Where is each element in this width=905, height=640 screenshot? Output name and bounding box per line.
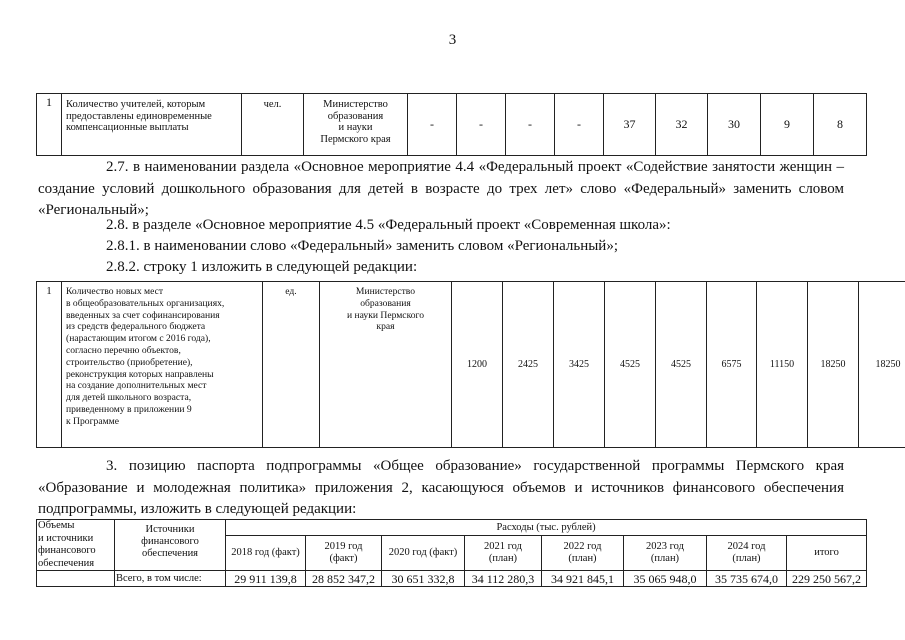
financing-table: [36, 519, 867, 587]
sources-header: [115, 520, 226, 571]
indicator-line: из средств федерального бюджета: [66, 321, 206, 333]
total-header: [787, 536, 867, 571]
value-cell: -: [457, 94, 506, 156]
value-cell: 18250: [859, 282, 905, 448]
amount-cell: 28 852 347,2: [306, 571, 382, 587]
ministry-line: и науки Пермского: [346, 309, 425, 321]
total-row-label: Всего, в том числе:: [115, 571, 226, 587]
value-cell: 30: [708, 94, 761, 156]
indicator-line: к Программе: [66, 415, 119, 427]
indicator-line: для детей школьного возраста,: [66, 392, 192, 404]
total-label: итого: [814, 547, 839, 559]
paragraph-3: 3. позицию паспорта подпрограммы «Общее образование» государственной программы Пермского края «Образование и молодежная политика» приложения 2, касающуюся объемов и источников финансового обеспечения подпрограммы, изложить в следующей редакции:: [38, 458, 844, 518]
year-label: 2018 год (факт): [231, 547, 300, 559]
paragraph-2-8-1: 2.8.1. в наименовании слово «Федеральный» заменить словом «Региональный»;: [106, 238, 619, 254]
year-status: (факт): [329, 553, 358, 565]
indicator-line: Количество новых мест: [66, 286, 164, 297]
empty-cell: [37, 571, 115, 587]
header-line: финансового: [38, 545, 96, 556]
expenses-header: Расходы (тыс. рублей): [226, 520, 867, 536]
year-header: [465, 536, 542, 571]
ministry-line: Министерство: [355, 286, 416, 297]
value-cell: 6575: [707, 282, 757, 448]
value-cell: -: [506, 94, 555, 156]
amount-cell: 35 065 948,0: [624, 571, 707, 587]
year-status: (план): [488, 553, 518, 565]
indicator-line: согласно перечню объектов,: [66, 344, 181, 356]
year-label: 2020 год (факт): [388, 547, 458, 559]
indicator-line: введенных за счет софинансирования: [66, 309, 220, 321]
responsible-ministry: [304, 94, 408, 156]
header-line: и источники: [38, 532, 94, 544]
responsible-ministry: [320, 282, 452, 448]
ministry-line: края: [376, 321, 395, 333]
year-label: 2023 год: [646, 541, 684, 553]
paragraph-2-7: 2.7. в наименовании раздела «Основное мероприятие 4.4 «Федеральный проект «Содействие занятости женщин – создание условий дошкольного образования для детей в возрасте до трех лет» слово «Федеральный» заменить словом «Региональный»;: [38, 159, 844, 219]
row-number: 1: [37, 94, 62, 156]
ministry-line: образования: [327, 110, 384, 122]
indicator-name: Количество учителей, которым предоставлены единовременные компенсационные выплаты: [62, 94, 242, 156]
year-status: (план): [650, 553, 680, 565]
year-header: [382, 536, 465, 571]
year-label: 2022 год: [563, 541, 602, 553]
value-cell: 8: [814, 94, 867, 156]
indicator-line: приведенному в приложении 9: [66, 403, 192, 415]
indicator-line: в общеобразовательных организациях,: [66, 297, 225, 309]
value-cell: 11150: [757, 282, 808, 448]
header-line: обеспечения: [141, 548, 199, 559]
value-cell: 1200: [452, 282, 503, 448]
amount-cell: 35 735 674,0: [707, 571, 787, 587]
indicator-line: (нарастающим итогом с 2016 года),: [66, 333, 211, 345]
volumes-sources-header: [37, 520, 115, 571]
indicator-name: [62, 282, 263, 448]
indicator-line: реконструкция которых направлены: [66, 368, 214, 380]
unit-cell: чел.: [242, 94, 304, 156]
ministry-line: Министерство: [323, 99, 388, 110]
header-line: Источники: [145, 524, 195, 535]
value-cell: 37: [604, 94, 656, 156]
value-cell: 9: [761, 94, 814, 156]
value-cell: -: [555, 94, 604, 156]
amount-cell: 30 651 332,8: [382, 571, 465, 587]
amount-cell: 29 911 139,8: [226, 571, 306, 587]
ministry-line: Пермского края: [320, 133, 391, 145]
year-status: (план): [732, 553, 761, 565]
year-header: [707, 536, 787, 571]
amount-cell: 34 112 280,3: [465, 571, 542, 587]
value-cell: 4525: [605, 282, 656, 448]
indicator-line: строительство (приобретение),: [66, 356, 193, 368]
year-label: 2021 год: [484, 541, 522, 553]
year-label: 2024 год: [727, 541, 766, 553]
indicator-line: на создание дополнительных мест: [66, 380, 207, 392]
header-line: обеспечения: [38, 557, 95, 569]
header-line: финансового: [141, 536, 199, 547]
year-status: (план): [568, 553, 597, 565]
value-cell: 4525: [656, 282, 707, 448]
year-header: [226, 536, 306, 571]
value-cell: 3425: [554, 282, 605, 448]
indicator-table-teachers: [36, 93, 867, 156]
row-number: 1: [37, 282, 62, 448]
paragraph-2-8: 2.8. в разделе «Основное мероприятие 4.5 «Федеральный проект «Современная школа»:: [106, 217, 671, 233]
unit-cell: ед.: [263, 282, 320, 448]
page-number: 3: [448, 32, 457, 48]
paragraph-2-8-2: 2.8.2. строку 1 изложить в следующей редакции:: [106, 259, 418, 275]
year-header: [542, 536, 624, 571]
year-header: [624, 536, 707, 571]
value-cell: -: [408, 94, 457, 156]
value-cell: 18250: [808, 282, 859, 448]
year-label: 2019 год: [324, 541, 363, 553]
indicator-table-new-places: [36, 281, 905, 448]
header-line: Объемы: [38, 520, 75, 531]
amount-cell: 229 250 567,2: [787, 571, 867, 587]
year-header: [306, 536, 382, 571]
value-cell: 2425: [503, 282, 554, 448]
value-cell: 32: [656, 94, 708, 156]
amount-cell: 34 921 845,1: [542, 571, 624, 587]
ministry-line: и науки: [338, 122, 373, 133]
ministry-line: образования: [360, 297, 411, 309]
